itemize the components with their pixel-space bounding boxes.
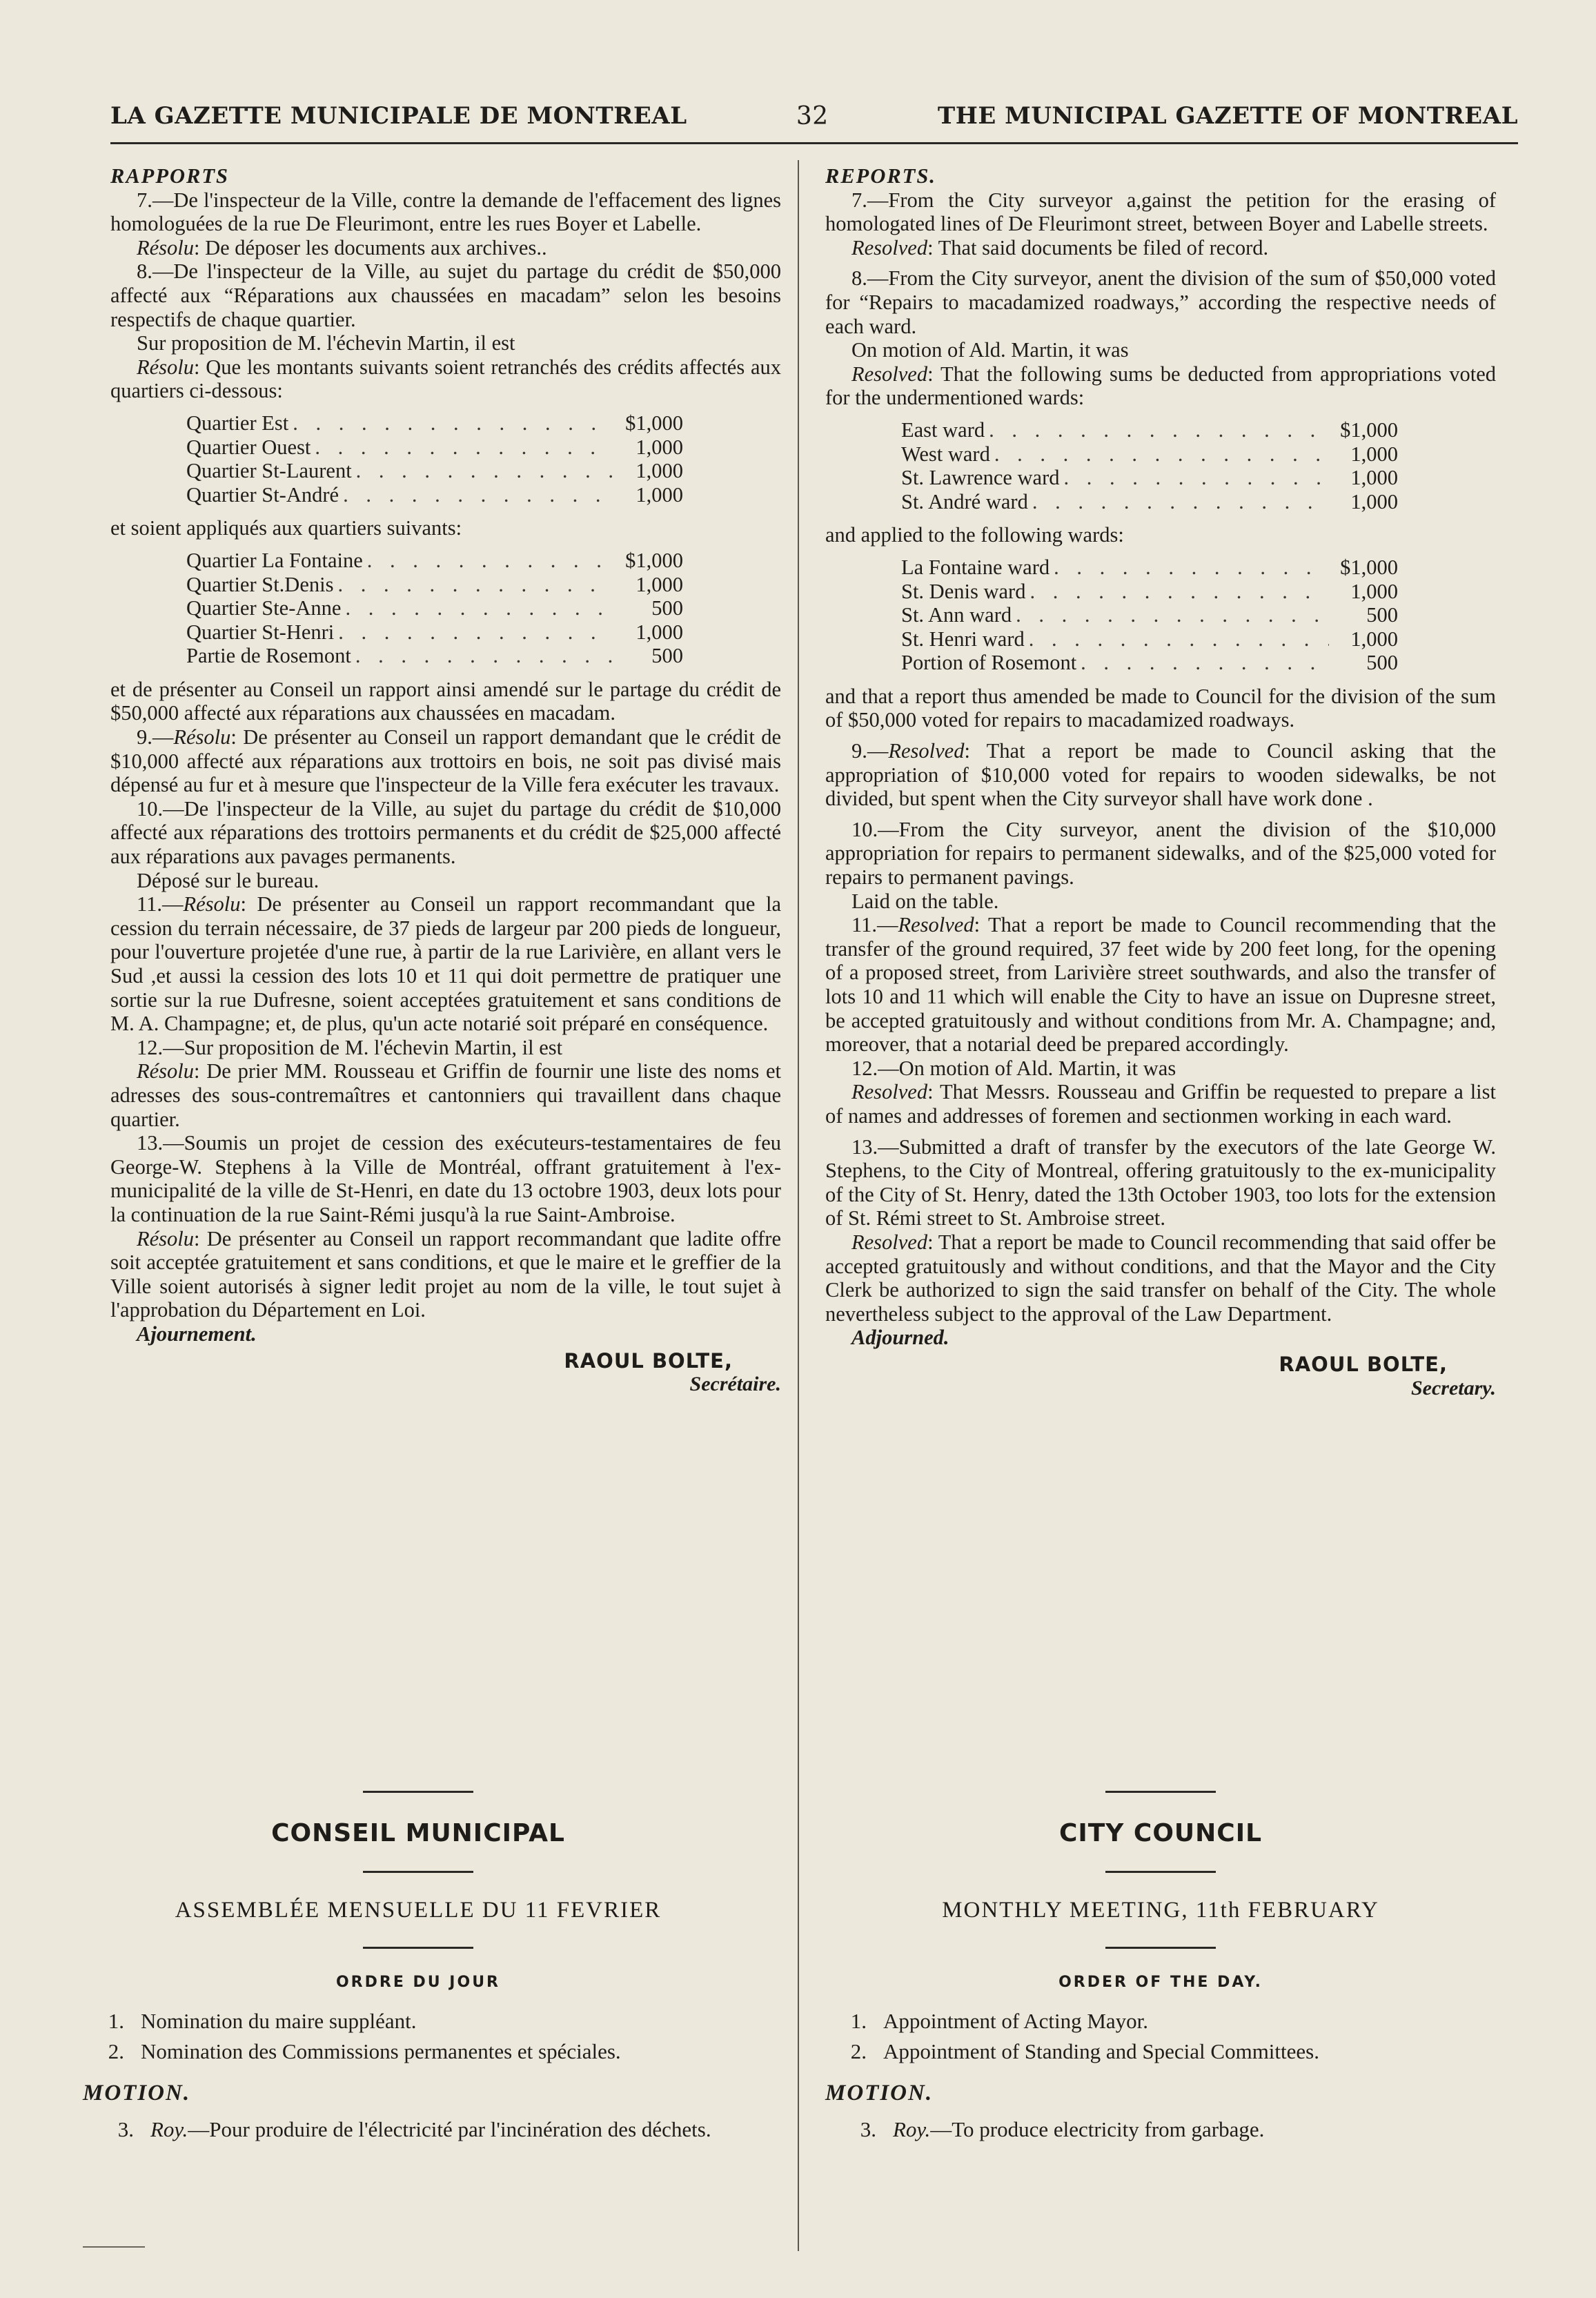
item-7-resolution — [825, 236, 1496, 260]
item-8: 8.—De l'inspecteur de la Ville, au sujet du partage du crédit de $50,000 affecté aux “Réparations aux chaussées en macadam” selon les besoins respectifs de chaque quartier. — [110, 259, 781, 331]
applied-wards-list — [186, 549, 683, 668]
ledger-row — [186, 644, 683, 668]
french-column — [110, 164, 781, 1397]
adjourned-text: Adjourned. — [851, 1326, 949, 1350]
section-divider — [1105, 1947, 1216, 1949]
ward-name: St. Henri ward — [901, 627, 1025, 651]
motion-body — [893, 2117, 1264, 2142]
motion-heading: MOTION. — [825, 2081, 934, 2105]
ward-name: Quartier St.Denis — [186, 572, 334, 596]
resolved-label: Resolved — [851, 1230, 928, 1254]
item-number: 2. — [108, 2039, 124, 2063]
section-divider — [363, 1871, 473, 1873]
order-of-day-heading: ORDER OF THE DAY. — [1058, 1974, 1263, 1991]
item-7-resolution — [110, 236, 781, 260]
ward-name: Quartier Ouest — [186, 435, 311, 459]
ward-amount: 500 — [1366, 603, 1398, 627]
ward-name: La Fontaine ward — [901, 555, 1050, 579]
english-column — [825, 164, 1496, 1400]
ward-amount: 1,000 — [1350, 627, 1398, 651]
section-title: RAPPORTS — [110, 164, 229, 188]
resolved-label: Résolu — [137, 1059, 195, 1083]
applied-text: et soient appliqués aux quartiers suivants: — [110, 516, 462, 540]
item-12-resolution — [110, 1059, 781, 1131]
deducted-wards-list — [186, 411, 683, 507]
ward-amount: 500 — [651, 644, 683, 668]
item-13-resolution — [825, 1230, 1496, 1326]
ward-name: St. Ann ward — [901, 603, 1012, 627]
item-12: 12.—Sur proposition de M. l'échevin Martin, il est — [137, 1035, 563, 1059]
item-7: 7.—De l'inspecteur de la Ville, contre la demande de l'effacement des lignes homologuées de la rue De Fleurimont, entre les rues Boyer et Labelle. — [110, 188, 781, 236]
ward-amount: 1,000 — [636, 572, 683, 596]
order-of-day-heading: ORDRE DU JOUR — [335, 1974, 500, 1991]
order-list — [825, 2006, 1496, 2067]
item-number: 1. — [850, 2009, 867, 2033]
item-8-resolution — [110, 355, 781, 403]
motion-author: Roy. — [893, 2117, 931, 2141]
motion-author: Roy. — [150, 2117, 188, 2141]
ward-amount: 1,000 — [1350, 466, 1398, 490]
section-divider — [363, 1791, 473, 1793]
resolution-text: : De prier MM. Rousseau et Griffin de fournir une liste des noms et adresses des sous-contremaîtres et cantonniers qui travaillent dans chaque quartier. — [110, 1059, 781, 1131]
item-text: Nomination du maire suppléant. — [141, 2009, 417, 2033]
item-13: 13.—Soumis un projet de cession des exécuteurs-testamentaires de feu George-W. Stephens à la Ville de Montréal, offrant gratuitement à l'ex-municipalité de la ville de St-Henri, en date du 13 octobre 1903, deux lots pour la continuation de la rue Saint-Rémi jusqu'à la rue Saint-Ambroise. — [110, 1131, 781, 1226]
resolved-label: Resolved — [888, 739, 965, 763]
deducted-wards-list — [901, 418, 1398, 513]
motion-heading: MOTION. — [83, 2081, 191, 2105]
item-10: 10.—From the City surveyor, anent the division of the $10,000 appropriation for repairs to permanent sidewalks, and of the $25,000 voted for repairs to permanent pavings. — [825, 817, 1496, 890]
resolved-label: Résolu — [173, 725, 231, 749]
ledger-row — [186, 459, 683, 483]
resolved-label: Resolved — [898, 913, 974, 937]
list-item — [83, 2006, 753, 2036]
item-11 — [825, 913, 1496, 1057]
motion-text: —To produce electricity from garbage. — [930, 2117, 1265, 2141]
ward-name: Quartier St-Henri — [186, 620, 335, 644]
ward-amount: $1,000 — [625, 411, 683, 435]
column-divider — [798, 160, 799, 2251]
item-10: 10.—De l'inspecteur de la Ville, au sujet du partage du crédit de $10,000 affecté aux réparations des trottoirs permanents et du crédit de $25,000 affecté aux réparations aux pavages permanents. — [110, 796, 781, 869]
ledger-row — [186, 596, 683, 620]
ward-amount: 1,000 — [1350, 442, 1398, 466]
page-number: 32 — [796, 101, 829, 130]
item-12: 12.—On motion of Ald. Martin, it was — [851, 1056, 1176, 1080]
ward-amount: $1,000 — [1340, 418, 1398, 442]
ward-amount: 1,000 — [636, 620, 683, 644]
ward-name: St. André ward — [901, 489, 1028, 513]
item-number: 1. — [108, 2009, 124, 2033]
ward-amount: $1,000 — [1340, 555, 1398, 579]
ward-name: Quartier Ste-Anne — [186, 596, 342, 620]
ledger-row — [186, 483, 683, 507]
header-right-title: THE MUNICIPAL GAZETTE OF MONTREAL — [937, 102, 1518, 130]
resolution-text: : That Messrs. Rousseau and Griffin be requested to prepare a list of names and addresses of foremen and sectionmen working in each ward. — [825, 1080, 1496, 1128]
item-7: 7.—From the City surveyor a,gainst the petition for the erasing of homologated lines of De Fleurimont street, between Boyer and Labelle streets. — [825, 188, 1496, 236]
item-8-motion: Sur proposition de M. l'échevin Martin, il est — [137, 331, 515, 355]
header-left-title: LA GAZETTE MUNICIPALE DE MONTREAL — [110, 102, 687, 130]
resolution-text: : De présenter au Conseil un rapport recommandant que la cession du terrain nécessaire, de 37 pieds de largeur par 200 pieds de longueur, pour l'ouverture projetée d'une rue, à partir de la rue Larivière, en allant vers le Sud ,et aussi la cession des lots 10 et 11 qui doit permettre de pratiquer une sortie sur la rue Dufresne, soient acceptées gratuitement et sans conditions de M. A. Champagne; et, de plus, qu'un acte notarié soit préparé en conséquence. — [110, 892, 781, 1036]
item-text: Nomination des Commissions permanentes et spéciales. — [141, 2039, 621, 2063]
ledger-row — [901, 442, 1398, 467]
resolution-text: : That a report be made to Council recommending that said offer be accepted gratuitously and without conditions, and that the Mayor and the City Clerk be authorized to sign the said transfer on behalf of the City. The whole nevertheless subject to the approval of the Law Department. — [825, 1230, 1496, 1326]
item-number: 9.— — [851, 739, 889, 763]
ledger-row — [901, 556, 1398, 580]
signature-block — [825, 1353, 1496, 1400]
list-item — [825, 2006, 1496, 2036]
motion-item — [83, 2117, 753, 2142]
item-number: 3. — [117, 2117, 134, 2141]
item-9 — [825, 739, 1496, 811]
item-9 — [110, 725, 781, 797]
signature-role: Secrétaire. — [689, 1373, 781, 1396]
resolved-label: Resolved — [851, 1080, 928, 1104]
meeting-subtitle: ASSEMBLÉE MENSUELLE DU 11 FEVRIER — [175, 1898, 662, 1923]
signature-block — [110, 1349, 781, 1397]
signature-name: RAOUL BOLTE, — [564, 1348, 733, 1373]
ward-name: Quartier St-Laurent — [186, 459, 352, 483]
section-divider — [1105, 1871, 1216, 1873]
page-edge-mark — [83, 2246, 145, 2248]
ward-name: Quartier Est — [186, 411, 289, 435]
ledger-row — [186, 620, 683, 645]
resolution-text: : That the following sums be deducted from appropriations voted for the undermentioned wards: — [825, 362, 1496, 410]
item-number: 9.— — [137, 725, 174, 749]
ward-name: St. Denis ward — [901, 579, 1026, 603]
order-list — [83, 2006, 753, 2067]
ledger-row — [186, 573, 683, 597]
motion-item — [825, 2117, 1496, 2142]
item-12-resolution — [825, 1080, 1496, 1128]
item-8-conclusion: et de présenter au Conseil un rapport ainsi amendé sur le partage du crédit de $50,000 affecté aux réparations aux chaussées en macadam. — [110, 677, 781, 725]
council-title: CITY COUNCIL — [1058, 1819, 1263, 1847]
item-number: 11.— — [137, 892, 184, 916]
resolved-label: Résolu — [137, 355, 195, 379]
item-8: 8.—From the City surveyor, anent the division of the sum of $50,000 voted for “Repairs to macadamized roadways,” according the respective needs of each ward. — [825, 266, 1496, 338]
signature-role: Secretary. — [1410, 1376, 1496, 1400]
item-number: 2. — [850, 2039, 867, 2063]
item-8-resolution — [825, 362, 1496, 410]
page-header — [110, 97, 1518, 135]
item-10-tabled: Déposé sur le bureau. — [137, 868, 319, 892]
item-number: 11.— — [851, 913, 898, 937]
ward-amount: 1,000 — [1350, 579, 1398, 603]
item-8-conclusion: and that a report thus amended be made to Council for the division of the sum of $50,000 voted for repairs to macadamized roadways. — [825, 684, 1496, 732]
resolution-text: : Que les montants suivants soient retranchés des crédits affectés aux quartiers ci-dessous: — [110, 355, 781, 403]
list-item — [83, 2036, 753, 2067]
resolution-text: : De présenter au Conseil un rapport demandant que le crédit de $10,000 affecté aux réparations aux trottoirs en bois, ne soit pas divisé mais dépensé au fur et à mesure que l'inspecteur de la Ville fera exécuter les travaux. — [110, 725, 781, 797]
ward-name: Quartier La Fontaine — [186, 548, 363, 572]
resolution-text: : That a report be made to Council recommending that the transfer of the ground required, 37 feet wide by 200 feet long, for the opening of a proposed street, from Larivière street southwards, and also the transfer of lots 10 and 11 which will enable the City to have an issue on Dupresne street, be accepted gratuitously and without conditions from Mr. A. Champagne; and, moreover, that a notarial deed be prepared accordingly. — [825, 913, 1496, 1057]
ward-amount: 1,000 — [636, 459, 683, 483]
ledger-row — [901, 603, 1398, 627]
ledger-row — [901, 580, 1398, 604]
ward-name: St. Lawrence ward — [901, 466, 1060, 490]
item-8-motion: On motion of Ald. Martin, it was — [851, 338, 1129, 362]
item-13-resolution — [110, 1227, 781, 1322]
signature-name: RAOUL BOLTE, — [1279, 1352, 1448, 1376]
ward-name: Quartier St-André — [186, 482, 339, 507]
list-item — [825, 2036, 1496, 2067]
item-number: 3. — [860, 2117, 876, 2141]
ledger-row — [186, 549, 683, 573]
conseil-municipal-section — [83, 1791, 753, 2142]
motion-body — [150, 2117, 711, 2142]
motion-text: —Pour produire de l'électricité par l'incinération des déchets. — [188, 2117, 711, 2141]
ward-amount: $1,000 — [625, 548, 683, 572]
ward-amount: 1,000 — [636, 435, 683, 459]
resolution-text: : That said documents be filed of record. — [927, 235, 1269, 259]
section-divider — [363, 1947, 473, 1949]
ledger-row — [186, 435, 683, 460]
adjourned-text: Ajournement. — [137, 1322, 257, 1346]
item-11 — [110, 892, 781, 1036]
ward-name: Portion of Rosemont — [901, 651, 1077, 675]
ledger-row — [901, 651, 1398, 675]
item-text: Appointment of Standing and Special Committees. — [883, 2039, 1319, 2063]
ward-name: West ward — [901, 442, 990, 466]
ward-name: Partie de Rosemont — [186, 644, 351, 668]
ledger-row — [186, 411, 683, 435]
resolution-text: : That a report be made to Council asking that the appropriation of $10,000 voted for repairs to wooden sidewalks, be not divided, but spent when the City surveyor shall have work done . — [825, 739, 1496, 811]
ward-name: East ward — [901, 418, 985, 442]
section-title: REPORTS. — [825, 164, 936, 188]
ward-amount: 500 — [651, 596, 683, 620]
resolution-text: : De présenter au Conseil un rapport recommandant que ladite offre soit acceptée gratuitement et sans conditions, et que le maire et le greffier de la Ville soient autorisés à signer ledit projet au nom de la ville, le tout sujet à l'approbation du Département en Loi. — [110, 1226, 781, 1322]
ward-amount: 1,000 — [1350, 489, 1398, 513]
ledger-row — [901, 490, 1398, 514]
resolved-label: Résolu — [137, 1226, 195, 1250]
city-council-section — [825, 1791, 1496, 2142]
ward-amount: 1,000 — [636, 482, 683, 507]
header-rule — [110, 142, 1518, 144]
ledger-row — [901, 418, 1398, 442]
resolved-label: Resolved — [851, 362, 928, 386]
section-divider — [1105, 1791, 1216, 1793]
resolved-label: Resolved — [851, 235, 928, 259]
ledger-row — [901, 627, 1398, 651]
resolution-text: : De déposer les documents aux archives.. — [194, 235, 547, 259]
applied-text: and applied to the following wards: — [825, 523, 1124, 547]
item-10-tabled: Laid on the table. — [851, 889, 999, 913]
resolved-label: Résolu — [183, 892, 241, 916]
item-13: 13.—Submitted a draft of transfer by the executors of the late George W. Stephens, to the City of Montreal, offering gratuitously to the ex-municipality of the City of St. Henry, dated the 13th October 1903, too lots for the extension of St. Rémi street to St. Ambroise street. — [825, 1135, 1496, 1230]
item-text: Appointment of Acting Mayor. — [883, 2009, 1149, 2033]
resolved-label: Résolu — [137, 235, 195, 259]
council-title: CONSEIL MUNICIPAL — [271, 1819, 565, 1847]
ledger-row — [901, 466, 1398, 490]
ward-amount: 500 — [1366, 651, 1398, 675]
meeting-subtitle: MONTHLY MEETING, 11th FEBRUARY — [942, 1898, 1379, 1923]
applied-wards-list — [901, 556, 1398, 675]
